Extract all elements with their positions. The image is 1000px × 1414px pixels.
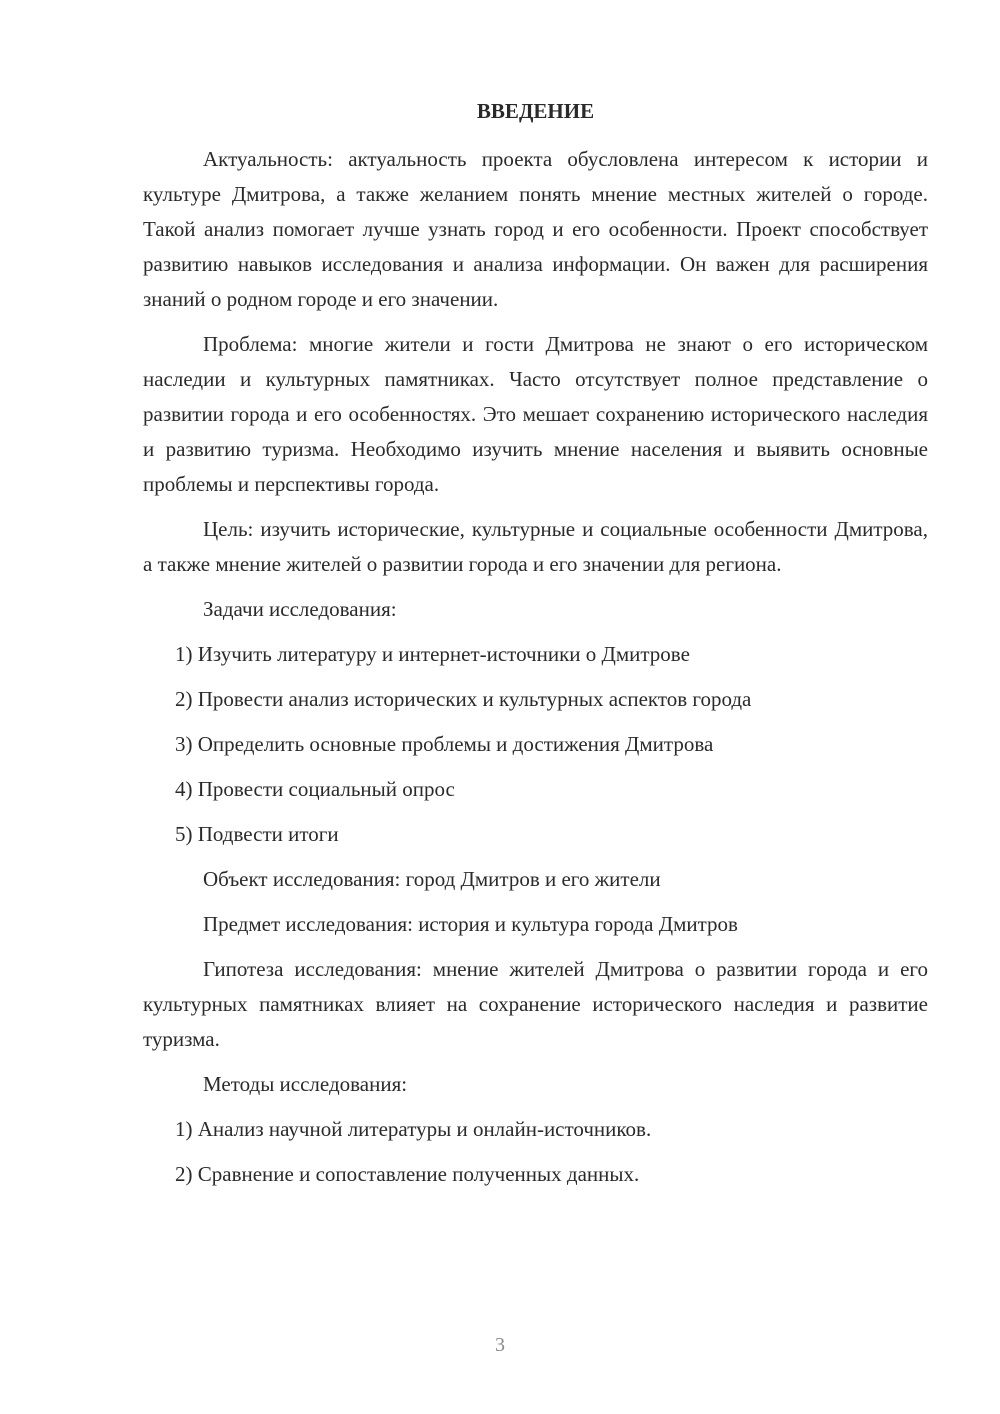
hypothesis-paragraph: Гипотеза исследования: мнение жителей Дмитрова о развитии города и его культурных памятниках влияет на сохранение исторического наследия и развитие туризма. bbox=[143, 957, 928, 1051]
task-item-5: 5) Подвести итоги bbox=[175, 822, 339, 846]
method-item-2: 2) Сравнение и сопоставление полученных данных. bbox=[175, 1162, 640, 1186]
method-item-1: 1) Анализ научной литературы и онлайн-источников. bbox=[175, 1117, 652, 1141]
problem-paragraph: Проблема: многие жители и гости Дмитрова не знают о его историческом наследии и культурных памятниках. Часто отсутствует полное представление о развитии города и его особенностях. Это мешает сохранению исторического наследия и развитию туризма. Необходимо изучить мнение населения и выявить основные проблемы и перспективы города. bbox=[143, 332, 928, 496]
document-page bbox=[143, 96, 928, 1202]
tasks-heading: Задачи исследования: bbox=[203, 597, 397, 621]
task-item-3: 3) Определить основные проблемы и достижения Дмитрова bbox=[175, 732, 714, 756]
task-item-2: 2) Провести анализ исторических и культурных аспектов города bbox=[175, 687, 752, 711]
page-title: ВВЕДЕНИЕ bbox=[476, 99, 595, 123]
research-object: Объект исследования: город Дмитров и его жители bbox=[203, 867, 661, 891]
goal-paragraph: Цель: изучить исторические, культурные и социальные особенности Дмитрова, а также мнение жителей о развитии города и его значении для региона. bbox=[143, 517, 928, 576]
methods-heading: Методы исследования: bbox=[203, 1072, 408, 1096]
relevance-paragraph: Актуальность: актуальность проекта обусловлена интересом к истории и культуре Дмитрова, а также желанием понять мнение местных жителей о городе. Такой анализ помогает лучше узнать город и его особенности. Проект способствует развитию навыков исследования и анализа информации. Он важен для расширения знаний о родном городе и его значении. bbox=[143, 147, 928, 311]
task-item-4: 4) Провести социальный опрос bbox=[175, 777, 455, 801]
research-subject: Предмет исследования: история и культура города Дмитров bbox=[203, 912, 738, 936]
task-item-1: 1) Изучить литературу и интернет-источники о Дмитрове bbox=[175, 642, 690, 666]
page-number: 3 bbox=[495, 1334, 505, 1356]
